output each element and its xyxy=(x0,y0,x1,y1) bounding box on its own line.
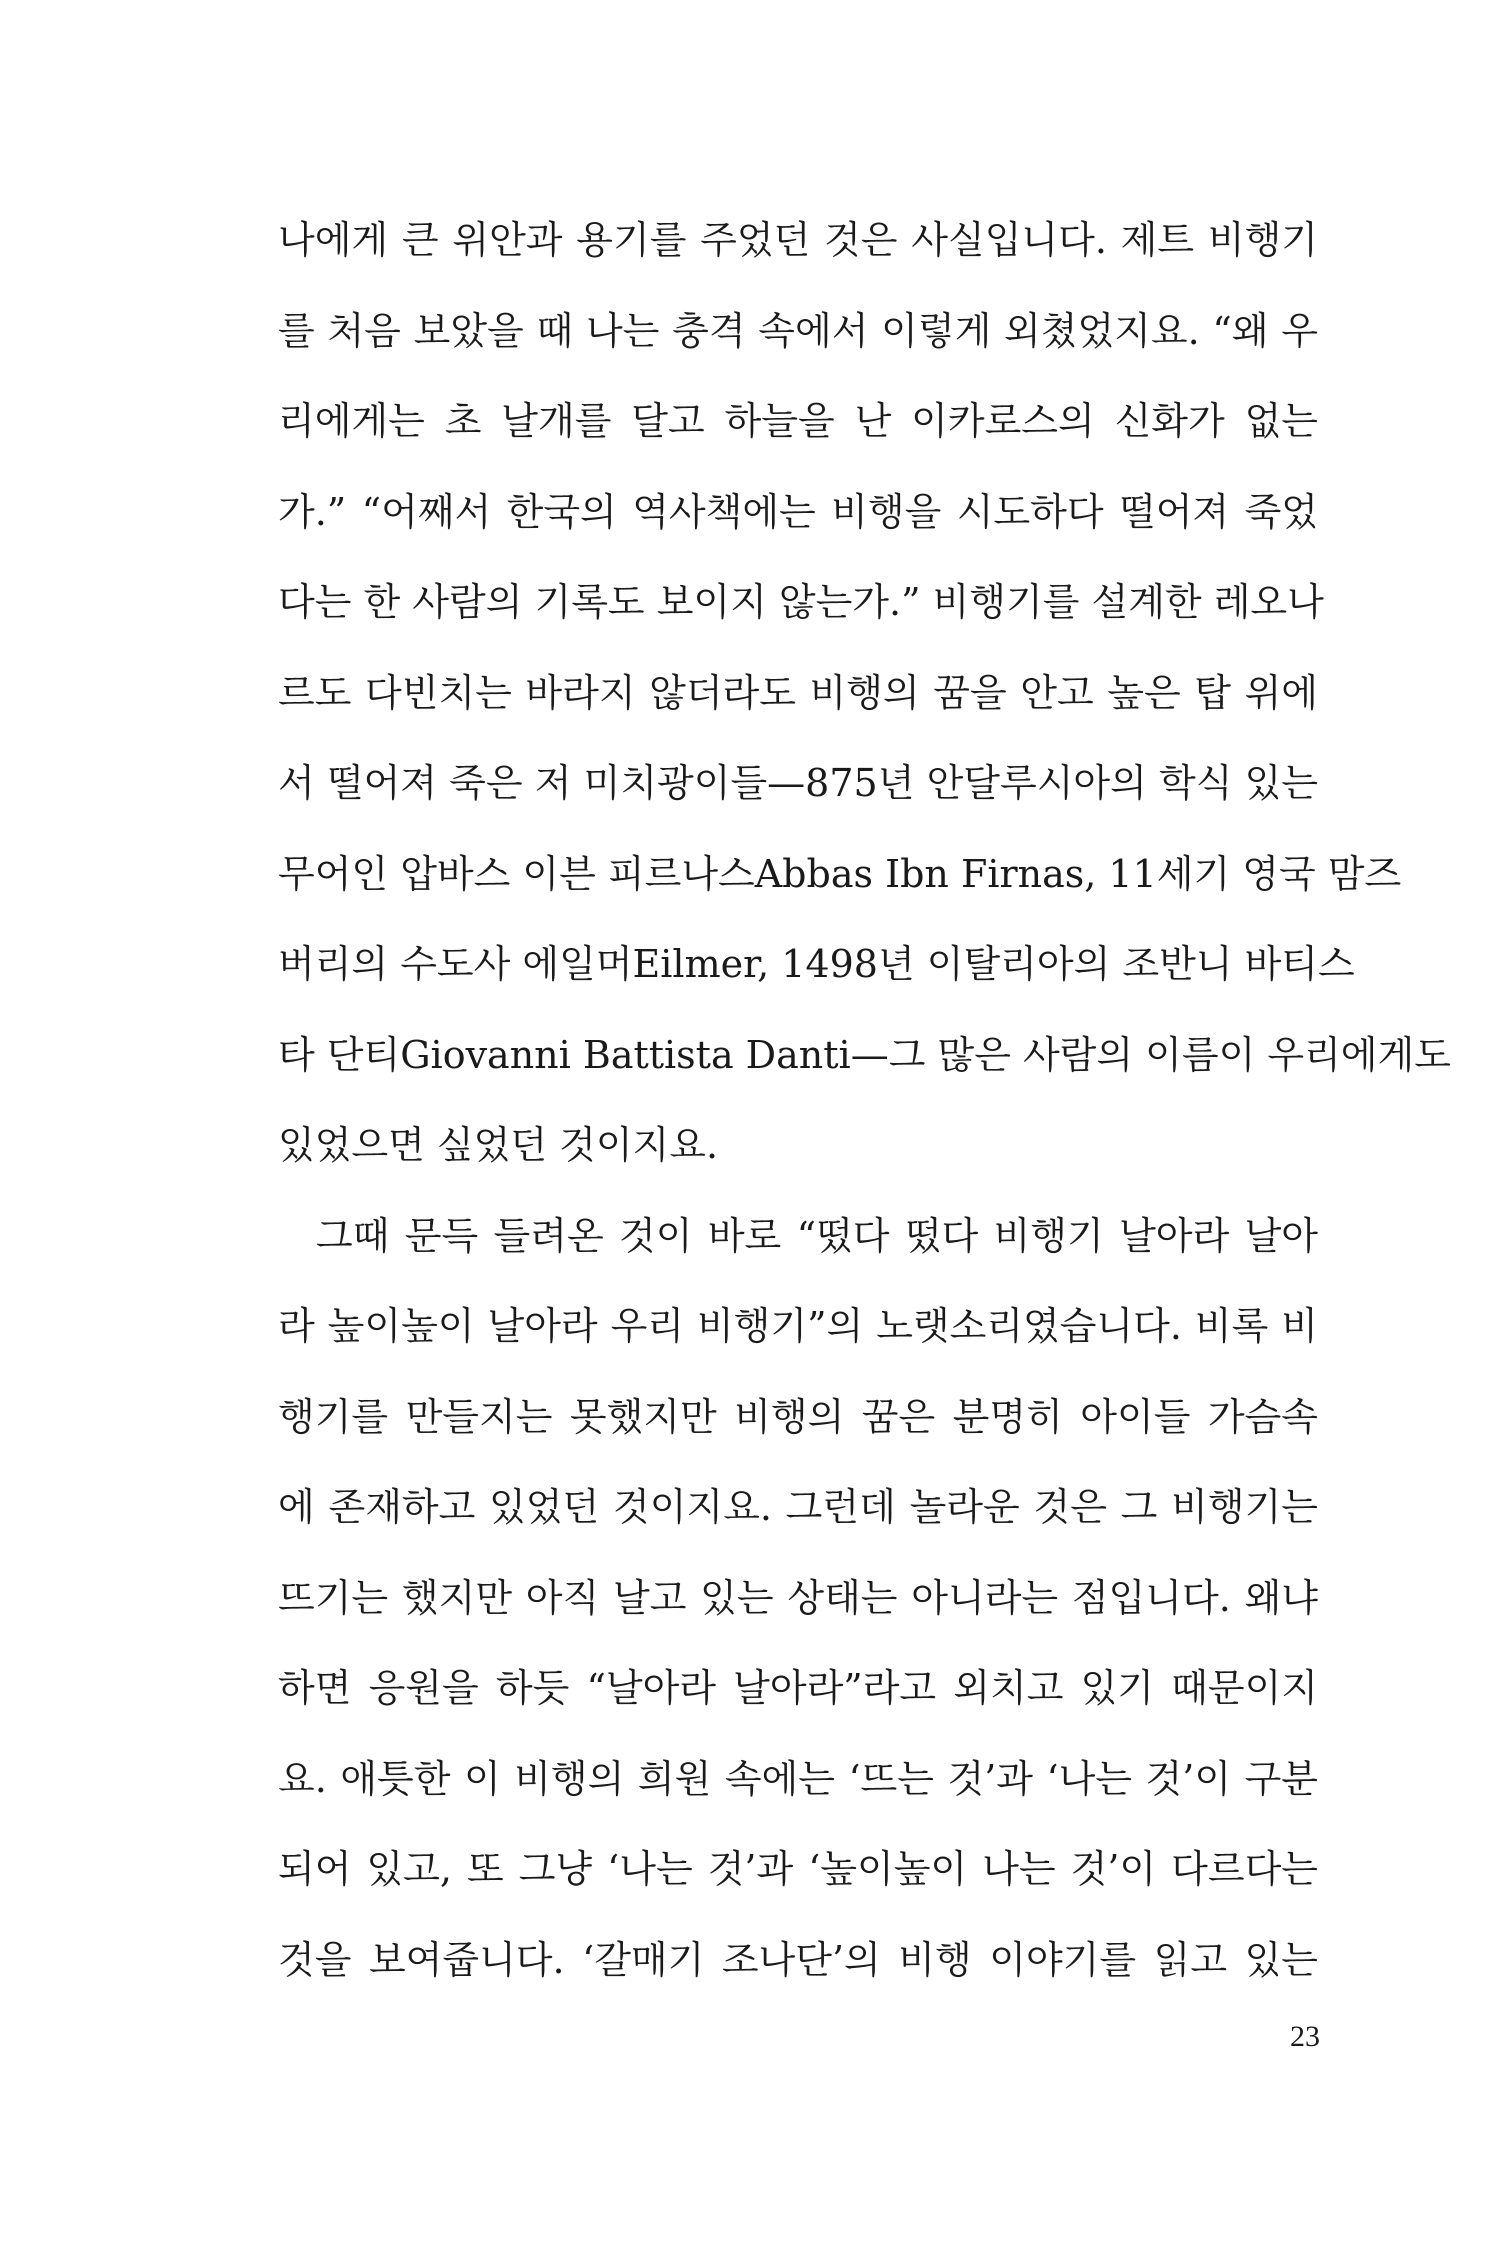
text-line: 서 떨어져 죽은 저 미치광이들—875년 안달루시아의 학식 있는 xyxy=(278,761,1318,805)
text-line: 타 단티Giovanni Battista Danti—그 많은 사람의 이름이 우리에게도 xyxy=(278,1032,1451,1077)
text-line: 나에게 큰 위안과 용기를 주었던 것은 사실입니다. 제트 비행기 xyxy=(278,218,1318,262)
text-line: 에 존재하고 있었던 것이지요. 그런데 놀라운 것은 그 비행기는 xyxy=(278,1485,1318,1529)
text-line: 무어인 압바스 이븐 피르나스Abbas Ibn Firnas, 11세기 영국 맘즈 xyxy=(278,851,1402,896)
text-line: 것을 보여줍니다. ‘갈매기 조나단’의 비행 이야기를 읽고 있는 xyxy=(278,1937,1318,1982)
text-line: 다는 한 사람의 기록도 보이지 않는가.” 비행기를 설계한 레오나 xyxy=(278,580,1324,624)
text-line: 가.” “어째서 한국의 역사책에는 비행을 시도하다 떨어져 죽었 xyxy=(278,489,1318,534)
text-line: 하면 응원을 하듯 “날아라 날아라”라고 외치고 있기 때문이지 xyxy=(278,1666,1318,1710)
text-line: 요. 애틋한 이 비행의 희원 속에는 ‘뜨는 것’과 ‘나는 것’이 구분 xyxy=(278,1756,1318,1801)
text-line: 리에게는 초 날개를 달고 하늘을 난 이카로스의 신화가 없는 xyxy=(278,399,1318,443)
body-text xyxy=(278,205,1451,2015)
paragraph-end-line: 있었으면 싶었던 것이지요. xyxy=(278,1123,719,1167)
text-line: 르도 다빈치는 바라지 않더라도 비행의 꿈을 안고 높은 탑 위에 xyxy=(278,670,1318,715)
text-line: 되어 있고, 또 그냥 ‘나는 것’과 ‘높이높이 나는 것’이 다르다는 xyxy=(278,1847,1318,1891)
paragraph-start-line: 그때 문득 들려온 것이 바로 “떴다 떴다 비행기 날아라 날아 xyxy=(316,1213,1318,1258)
text-line: 라 높이높이 날아라 우리 비행기”의 노랫소리였습니다. 비록 비 xyxy=(278,1304,1318,1348)
page-number: 23 xyxy=(1290,2020,1320,2053)
text-line: 뜨기는 했지만 아직 날고 있는 상태는 아니라는 점입니다. 왜냐 xyxy=(278,1575,1318,1620)
text-line: 행기를 만들지는 못했지만 비행의 꿈은 분명히 아이들 가슴속 xyxy=(278,1394,1318,1439)
text-line: 버리의 수도사 에일머Eilmer, 1498년 이탈리아의 조반니 바티스 xyxy=(278,942,1355,986)
text-line: 를 처음 보았을 때 나는 충격 속에서 이렇게 외쳤었지요. “왜 우 xyxy=(278,308,1318,353)
